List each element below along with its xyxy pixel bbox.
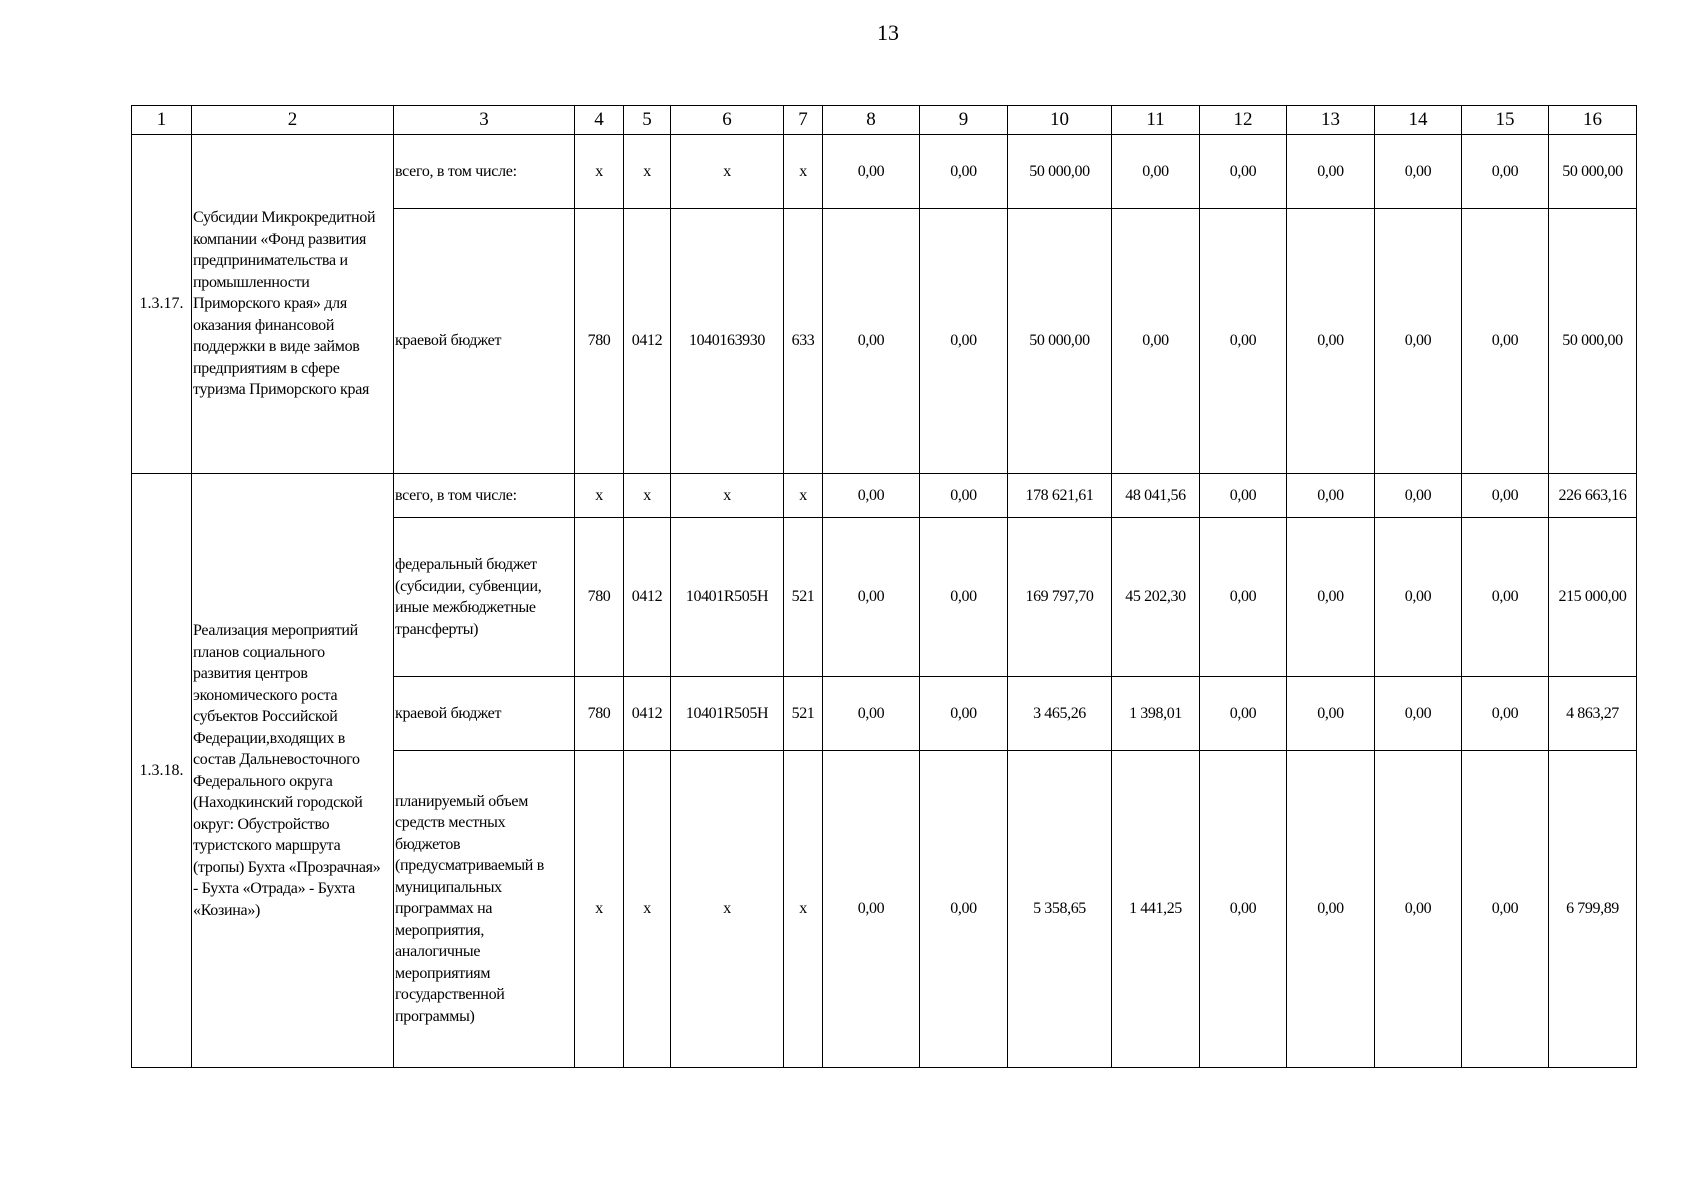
text-line: Субсидии Микрокредитной	[193, 209, 376, 227]
table-cell: 50 000,00	[1549, 135, 1637, 209]
table-cell: 178 621,61	[1008, 474, 1112, 518]
table-cell: 0,00	[1375, 518, 1462, 677]
text-line: всего, в том числе:	[395, 486, 517, 504]
table-cell: 5 358,65	[1008, 751, 1112, 1068]
table-cell: x	[624, 751, 671, 1068]
text-line: мероприятиям	[395, 964, 491, 982]
table-cell: 0412	[624, 209, 671, 474]
column-header: 8	[823, 106, 920, 135]
table-cell: 10401R505H	[671, 677, 784, 751]
column-header: 10	[1008, 106, 1112, 135]
table-cell: 0,00	[1200, 209, 1287, 474]
text-line: государственной	[395, 986, 505, 1004]
table-cell: x	[575, 751, 624, 1068]
table-cell: 0,00	[1112, 135, 1200, 209]
text-line: «Козина»)	[193, 901, 261, 919]
column-header: 4	[575, 106, 624, 135]
table-cell: 521	[784, 518, 823, 677]
text-line: программах на	[395, 900, 493, 918]
table-cell: 0,00	[1375, 135, 1462, 209]
table-cell: x	[624, 135, 671, 209]
text-line: муниципальных	[395, 878, 502, 896]
text-line: (предусматриваемый в	[395, 857, 545, 875]
table-cell: 0,00	[1287, 209, 1375, 474]
table-cell: 50 000,00	[1549, 209, 1637, 474]
text-line: планов социального	[193, 643, 325, 661]
header-row	[132, 106, 1637, 135]
table-cell: 0,00	[823, 751, 920, 1068]
text-line: развития центров	[193, 665, 308, 682]
text-line: федеральный бюджет	[395, 556, 537, 573]
text-line: - Бухта «Отрада» - Бухта	[193, 880, 355, 897]
table-cell: 0,00	[1200, 751, 1287, 1068]
text-line: краевой бюджет	[395, 332, 502, 350]
text-line: планируемый объем	[395, 792, 529, 810]
table-cell: 1040163930	[671, 209, 784, 474]
text-line: предприятиям в сфере	[193, 359, 340, 377]
funding-source	[394, 751, 575, 1068]
table-cell: x	[671, 751, 784, 1068]
table-cell: 0,00	[823, 474, 920, 518]
text-line: (субсидии, субвенции,	[395, 577, 542, 595]
table-cell: 780	[575, 209, 624, 474]
table-cell: 0,00	[823, 518, 920, 677]
text-line: туристского маршрута	[193, 837, 341, 854]
table-cell: x	[784, 474, 823, 518]
table-cell: 0412	[624, 518, 671, 677]
table-cell: 4 863,27	[1549, 677, 1637, 751]
text-line: всего, в том числе:	[395, 162, 517, 180]
table-cell: x	[784, 135, 823, 209]
table-cell: 0,00	[1287, 474, 1375, 518]
column-header: 3	[394, 106, 575, 135]
table-cell: 0412	[624, 677, 671, 751]
table-cell: x	[671, 474, 784, 518]
text-line: субъектов Российской	[193, 708, 338, 725]
text-line: средств местных	[395, 814, 506, 832]
text-line: поддержки в виде займов	[193, 338, 360, 356]
row-index: 1.3.18.	[132, 474, 192, 1068]
column-header: 9	[920, 106, 1008, 135]
column-header: 14	[1375, 106, 1462, 135]
text-line: предпринимательства и	[193, 252, 348, 270]
table-cell: 215 000,00	[1549, 518, 1637, 677]
column-header: 2	[192, 106, 394, 135]
text-line: округ: Обустройство	[193, 815, 330, 833]
text-line: бюджетов	[395, 835, 461, 853]
table-cell: 780	[575, 677, 624, 751]
column-header: 5	[624, 106, 671, 135]
table-cell: 0,00	[1462, 474, 1549, 518]
text-line: иные межбюджетные	[395, 599, 536, 616]
text-line: программы)	[395, 1007, 475, 1025]
funding-source	[394, 209, 575, 474]
table-cell: 0,00	[1112, 209, 1200, 474]
text-line: (Находкинский городской	[193, 794, 363, 811]
funding-source	[394, 474, 575, 518]
table-cell: 633	[784, 209, 823, 474]
column-header: 16	[1549, 106, 1637, 135]
text-line: Федерации,входящих в	[193, 729, 345, 747]
text-line: оказания финансовой	[193, 316, 335, 334]
table-cell: 45 202,30	[1112, 518, 1200, 677]
text-line: аналогичные	[395, 943, 481, 961]
funding-source	[394, 135, 575, 209]
activity-description	[192, 474, 394, 1068]
table-cell: 1 398,01	[1112, 677, 1200, 751]
table-cell: 226 663,16	[1549, 474, 1637, 518]
table-cell: 0,00	[1200, 474, 1287, 518]
activity-description	[192, 135, 394, 474]
table-cell: 3 465,26	[1008, 677, 1112, 751]
table-cell: 0,00	[1200, 518, 1287, 677]
table-cell: x	[575, 474, 624, 518]
text-line: Федерального округа	[193, 772, 333, 790]
table-cell: 0,00	[1375, 751, 1462, 1068]
table-row	[132, 135, 1637, 209]
table-cell: x	[624, 474, 671, 518]
text-line: промышленности	[193, 273, 310, 291]
table-cell: 0,00	[920, 677, 1008, 751]
text-line: трансферты)	[395, 620, 479, 638]
table-cell: 780	[575, 518, 624, 677]
table-cell: 521	[784, 677, 823, 751]
column-header: 7	[784, 106, 823, 135]
table-cell: x	[784, 751, 823, 1068]
column-header: 15	[1462, 106, 1549, 135]
table-cell: x	[671, 135, 784, 209]
table-cell: 0,00	[1287, 518, 1375, 677]
table-cell: 0,00	[1287, 751, 1375, 1068]
table-cell: 50 000,00	[1008, 135, 1112, 209]
table-cell: 10401R505H	[671, 518, 784, 677]
table-cell: 0,00	[823, 135, 920, 209]
table-cell: 0,00	[1462, 677, 1549, 751]
table-cell: 6 799,89	[1549, 751, 1637, 1068]
row-index: 1.3.17.	[132, 135, 192, 474]
table-cell: 0,00	[920, 474, 1008, 518]
table-cell: 0,00	[920, 135, 1008, 209]
table-cell: 0,00	[1462, 209, 1549, 474]
table-cell: 0,00	[920, 518, 1008, 677]
table-cell: 0,00	[1200, 677, 1287, 751]
column-header: 12	[1200, 106, 1287, 135]
table-cell: 0,00	[1375, 474, 1462, 518]
column-header: 6	[671, 106, 784, 135]
text-line: мероприятия,	[395, 921, 485, 939]
budget-table	[131, 105, 1637, 1068]
funding-source	[394, 677, 575, 751]
table-cell: x	[575, 135, 624, 209]
text-line: состав Дальневосточного	[193, 751, 360, 768]
table-cell: 0,00	[1200, 135, 1287, 209]
text-line: экономического роста	[193, 686, 338, 704]
column-header: 1	[132, 106, 192, 135]
table-cell: 0,00	[1375, 677, 1462, 751]
table-cell: 50 000,00	[1008, 209, 1112, 474]
text-line: краевой бюджет	[395, 704, 502, 722]
table-cell: 0,00	[1375, 209, 1462, 474]
table-cell: 0,00	[1287, 677, 1375, 751]
column-header: 13	[1287, 106, 1375, 135]
table-cell: 0,00	[1287, 135, 1375, 209]
text-line: туризма Приморского края	[193, 381, 370, 399]
table-cell: 0,00	[823, 209, 920, 474]
table-cell: 0,00	[1462, 518, 1549, 677]
page-number: 13	[877, 20, 899, 45]
text-line: компании «Фонд развития	[193, 230, 367, 248]
table-cell: 48 041,56	[1112, 474, 1200, 518]
table-cell: 169 797,70	[1008, 518, 1112, 677]
text-line: (тропы) Бухта «Прозрачная»	[193, 858, 381, 876]
table-cell: 0,00	[920, 209, 1008, 474]
table-cell: 1 441,25	[1112, 751, 1200, 1068]
table-cell: 0,00	[1462, 751, 1549, 1068]
table-cell: 0,00	[1462, 135, 1549, 209]
text-line: Приморского края» для	[193, 295, 347, 313]
table-cell: 0,00	[823, 677, 920, 751]
column-header: 11	[1112, 106, 1200, 135]
table-cell: 0,00	[920, 751, 1008, 1068]
funding-source	[394, 518, 575, 677]
text-line: Реализация мероприятий	[193, 622, 358, 639]
table-row	[132, 474, 1637, 518]
